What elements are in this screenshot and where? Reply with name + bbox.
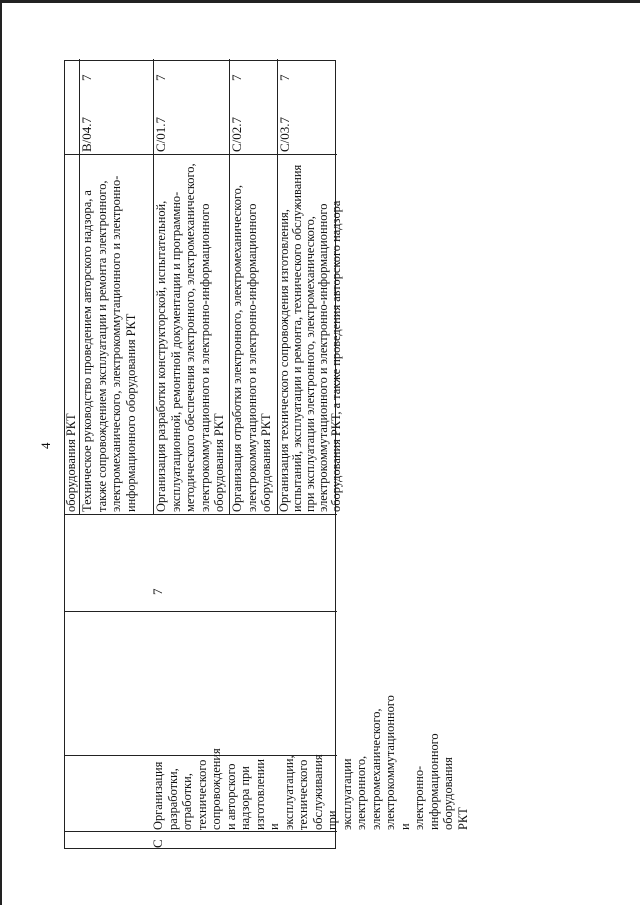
function-name: Организация отработки электронного, электромеханического, электрокоммутационного и электронно-информационного оборудования РКТ xyxy=(230,185,273,512)
function-level: 7 xyxy=(229,74,244,81)
gf-code: C xyxy=(150,839,165,848)
col-sep-level xyxy=(65,611,337,612)
function-code: C/03.7 xyxy=(277,116,292,152)
function-level: 7 xyxy=(277,74,292,81)
function-level: 7 xyxy=(79,74,94,81)
function-code-continued xyxy=(65,95,79,155)
function-level-continued xyxy=(65,59,79,95)
function-code: B/04.7 xyxy=(79,116,94,152)
function-name: Организация разработки конструкторской, испытательной, эксплуатационной, ремонтной документации и программно-методического обеспечения электронного, электромеханического, электрокоммутационного и электронно-информационного оборудования РКТ xyxy=(154,163,226,512)
gf-level: 7 xyxy=(150,588,165,595)
function-name-continued: оборудования РКТ xyxy=(64,413,78,512)
gf-name: Организация разработки, отработки, технического сопровождения и авторского надзора при изготовлении и эксплуатации, технического обслуживания при эксплуатации электронного, электромеханического, электрокоммутационного и электронно-информационного оборудования РКТ xyxy=(151,695,470,830)
function-level: 7 xyxy=(153,74,168,81)
functions-table xyxy=(64,60,470,849)
function-name: Техническое руководство проведением авторского надзора, а также сопровождением эксплуатации и ремонта электронного, электромеханического, электрокоммутационного и электронно-информационного оборудования РКТ xyxy=(80,175,138,512)
function-code: C/01.7 xyxy=(153,116,168,152)
function-code: C/02.7 xyxy=(229,116,244,152)
page-number: 4 xyxy=(38,442,53,449)
function-name: Организация технического сопровождения изготовления, испытаний, эксплуатации и ремонта, технического обслуживания при эксплуатации электронного, электромеханического, электрокоммутационного и электронно-информационного оборудования РКТ, а также проведения авторского надзора xyxy=(277,164,343,512)
